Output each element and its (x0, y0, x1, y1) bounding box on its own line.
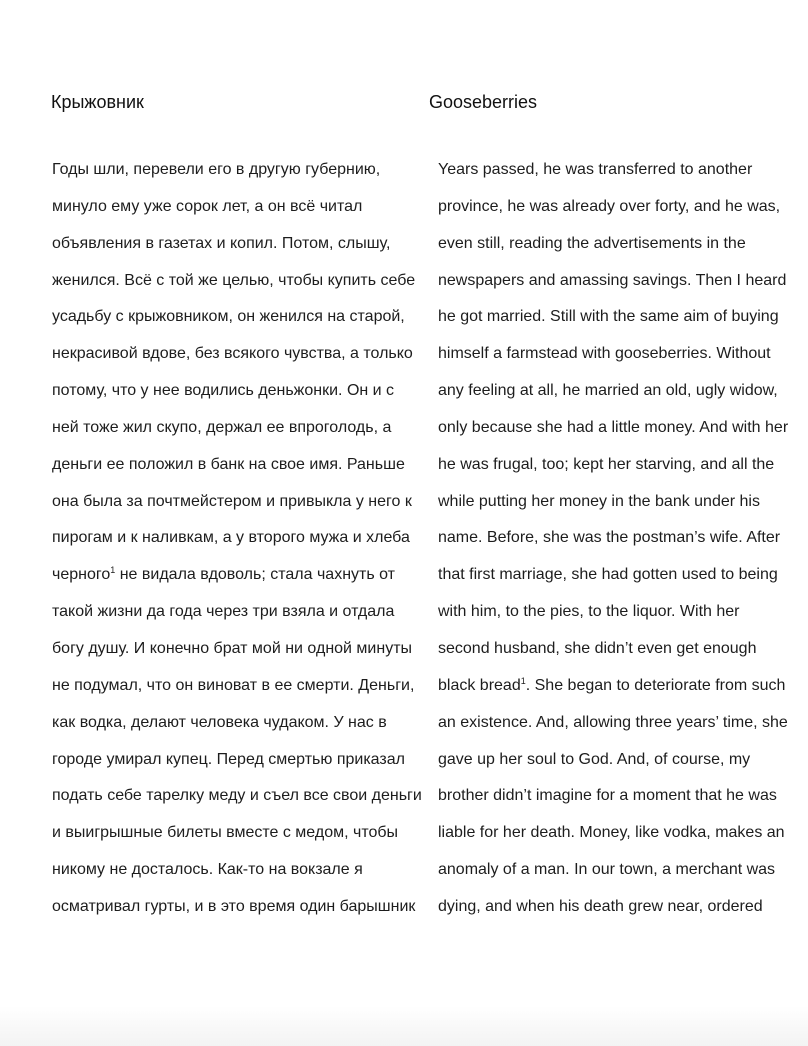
footnote-marker: 1 (520, 675, 526, 686)
russian-text-line (52, 597, 428, 634)
russian-line-text: и выигрышные билеты вместе с медом, чтобы (52, 824, 399, 842)
russian-text-line (52, 634, 428, 671)
english-line-text: name. Before, she was the postman’s wife. After (438, 529, 781, 547)
russian-text-line (52, 487, 428, 524)
english-title: Gooseberries (429, 92, 538, 112)
russian-line-text: она была за почтмейстером и привыкла у него к (52, 492, 412, 510)
russian-line-text: подать себе тарелку меду и съел все свои деньги (52, 787, 422, 805)
english-line-text: second husband, she didn’t even get enough (438, 639, 757, 657)
russian-line-text: минуло ему уже сорок лет, а он всё читал (52, 197, 363, 215)
russian-text-line (52, 450, 428, 487)
english-text-line (438, 745, 802, 782)
russian-line-text: богу душу. И конечно брат мой ни одной минуты (52, 639, 413, 657)
footnote-marker: 1 (110, 565, 116, 576)
english-line-text: he was frugal, too; kept her starving, and all the (438, 455, 775, 473)
russian-line-text: некрасивой вдове, без всякого чувства, а только (52, 345, 413, 363)
english-text-line (438, 597, 802, 634)
english-line-text: he got married. Still with the same aim of buying (438, 308, 779, 326)
english-line-text: that first marriage, she had gotten used to being (438, 566, 778, 584)
english-text-line (438, 376, 802, 413)
english-line-text: Years passed, he was transferred to another (438, 161, 753, 178)
english-text-line (438, 634, 802, 671)
english-line-text: newspapers and amassing savings. Then I heard (438, 271, 787, 289)
russian-text-line (52, 892, 428, 929)
russian-line-text: Годы шли, перевели его в другую губернию, (52, 161, 381, 178)
english-text-line (438, 560, 802, 597)
english-line-text: liable for her death. Money, like vodka, makes an (438, 824, 785, 842)
russian-text-line (52, 855, 428, 892)
english-text-line (438, 671, 802, 708)
russian-text-line (52, 376, 428, 413)
russian-line-text: черного (52, 566, 111, 584)
english-line-text: only because she had a little money. And with her (438, 418, 789, 436)
russian-line-text: осматривал гурты, и в это время один барышник (52, 897, 416, 915)
english-line-text: anomaly of a man. In our town, a merchant was (438, 861, 776, 879)
russian-text-line (52, 266, 428, 303)
russian-title: Крыжовник (51, 92, 144, 112)
english-text-column (438, 155, 802, 929)
english-text-line (438, 413, 802, 450)
english-text-line (438, 818, 802, 855)
english-text-line (438, 302, 802, 339)
russian-line-text: ней тоже жил скупо, держал ее впроголодь, а (52, 418, 392, 436)
russian-line-text: женился. Всё с той же целью, чтобы купить себе (52, 271, 416, 289)
english-line-text: black bread (438, 676, 521, 694)
english-line-text: even still, reading the advertisements in the (438, 234, 746, 252)
english-text-line (438, 708, 802, 745)
russian-text-line (52, 781, 428, 818)
russian-line-text: никому не досталось. Как-то на вокзале я (52, 861, 363, 879)
russian-text-line (52, 339, 428, 376)
english-line-text: while putting her money in the bank under his (438, 492, 760, 510)
russian-text-line (52, 413, 428, 450)
russian-text-column (52, 155, 428, 929)
russian-text-line (52, 192, 428, 229)
russian-text-line (52, 155, 428, 192)
russian-line-text: пирогам и к наливкам, а у второго мужа и хлеба (52, 529, 410, 547)
russian-line-text: объявления в газетах и копил. Потом, слышу, (52, 234, 391, 252)
russian-line-text-rest: не видала вдоволь; стала чахнуть от (115, 566, 396, 584)
english-line-text-rest: . She began to deteriorate from such (525, 676, 786, 694)
russian-line-text: не подумал, что он виноват в ее смерти. Деньги, (52, 676, 415, 694)
russian-line-text: деньги ее положил в банк на свое имя. Раньше (52, 455, 405, 473)
english-line-text: brother didn’t imagine for a moment that he was (438, 787, 777, 805)
russian-line-text: потому, что у нее водились деньжонки. Он и с (52, 382, 395, 400)
russian-line-text: усадьбу с крыжовником, он женился на старой, (52, 308, 405, 326)
english-text-line (438, 339, 802, 376)
russian-text-line (52, 671, 428, 708)
english-line-text: dying, and when his death grew near, ordered (438, 897, 763, 915)
english-text-line (438, 855, 802, 892)
english-line-text: an existence. And, allowing three years’ time, she (438, 713, 788, 731)
english-line-text: himself a farmstead with gooseberries. Without (438, 345, 771, 363)
russian-line-text: такой жизни да года через три взяла и отдала (52, 603, 395, 621)
english-text-line (438, 192, 802, 229)
english-line-text: with him, to the pies, to the liquor. With her (438, 603, 740, 621)
english-text-line (438, 155, 802, 192)
russian-text-line (52, 745, 428, 782)
russian-text-line (52, 229, 428, 266)
russian-text-line (52, 818, 428, 855)
english-line-text: any feeling at all, he married an old, ugly widow, (438, 382, 778, 400)
english-line-text: province, he was already over forty, and he was, (438, 197, 781, 215)
english-text-line (438, 523, 802, 560)
russian-text-line (52, 302, 428, 339)
english-text-line (438, 487, 802, 524)
english-line-text: gave up her soul to God. And, of course, my (438, 750, 751, 768)
russian-text-line (52, 523, 428, 560)
english-text-line (438, 450, 802, 487)
russian-text-line (52, 708, 428, 745)
english-text-line (438, 229, 802, 266)
russian-line-text: городе умирал купец. Перед смертью приказал (52, 750, 405, 768)
english-text-line (438, 892, 802, 929)
russian-line-text: как водка, делают человека чудаком. У нас в (52, 713, 387, 731)
page-bottom-edge (0, 1006, 808, 1046)
english-text-line (438, 266, 802, 303)
russian-text-line (52, 560, 428, 597)
english-text-line (438, 781, 802, 818)
